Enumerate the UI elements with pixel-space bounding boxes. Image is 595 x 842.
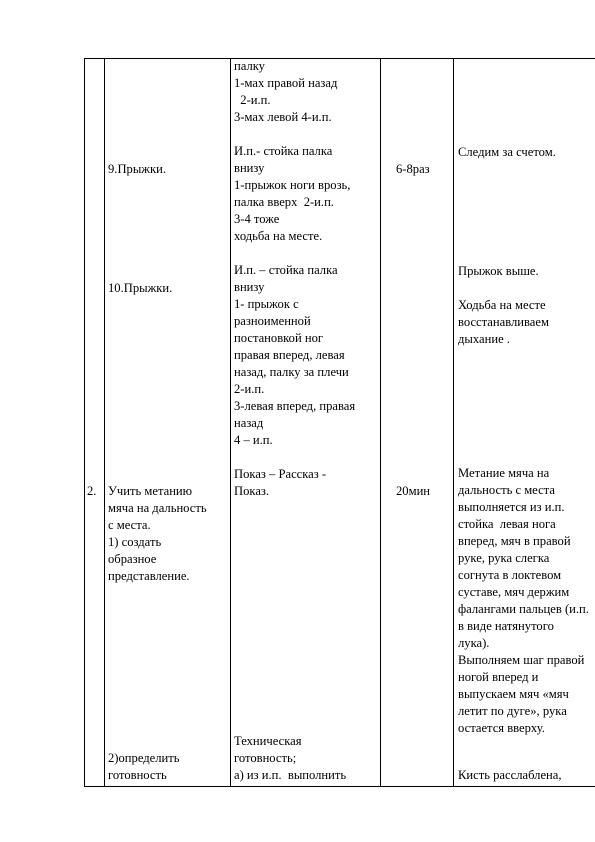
notes-line: Следим за счетом. [458, 145, 556, 159]
notes-line: Ходьба на месте [458, 298, 546, 312]
notes-line: Выполняем шаг правой [458, 653, 585, 667]
notes-line: вперед, мяч в правой [458, 534, 571, 548]
notes-line: лука). [458, 636, 490, 650]
task-line: 2)определить [108, 751, 180, 765]
task-line: представление. [108, 569, 190, 583]
content-line: палку [234, 59, 265, 73]
notes-line: дыхание . [458, 332, 510, 346]
task-line: 1) создать [108, 535, 162, 549]
notes-line: Кисть расслаблена, [458, 768, 562, 782]
notes-line: фалангами пальцев (и.п. [458, 602, 589, 616]
table-border-top [84, 58, 595, 59]
table-divider-4 [453, 58, 454, 786]
notes-line: летит по дуге», рука [458, 704, 567, 718]
table-border-left [84, 58, 85, 786]
table-border-bottom [84, 786, 595, 787]
content-line: назад, палку за плечи [234, 365, 349, 379]
content-line: Показ – Рассказ - [234, 467, 327, 481]
content-line: ходьба на месте. [234, 229, 323, 243]
notes-line: согнута в локтевом [458, 568, 562, 582]
content-line: назад [234, 416, 264, 430]
task-line: 10.Прыжки. [108, 281, 173, 295]
content-line: 2-и.п. [234, 382, 265, 396]
content-line: 1-прыжок ноги врозь, [234, 178, 351, 192]
notes-line: Метание мяча на [458, 466, 550, 480]
table-divider-2 [230, 58, 231, 786]
row2-dosage: 20мин [396, 484, 431, 498]
table-divider-3 [380, 58, 381, 786]
task-line: Учить метанию [108, 484, 193, 498]
content-line: 3-левая вперед, правая [234, 399, 356, 413]
content-line: И.п. – стойка палка [234, 263, 338, 277]
content-line: постановкой ног [234, 331, 324, 345]
content-line: 3-мах левой 4-и.п. [234, 110, 332, 124]
notes-line: в виде натянутого [458, 619, 554, 633]
content-line: 4 – и.п. [234, 433, 273, 447]
table-divider-1 [104, 58, 105, 786]
task-line: 9.Прыжки. [108, 162, 167, 176]
notes-line: остается вверху. [458, 721, 545, 735]
row2-number: 2. [87, 484, 97, 498]
row1-dosage: 6-8раз [396, 162, 430, 176]
content-line: 2-и.п. [234, 93, 271, 107]
content-line: Показ. [234, 484, 270, 498]
content-line: 1- прыжок с [234, 297, 299, 311]
content-line: Техническая [234, 734, 302, 748]
content-line: а) из и.п. выполнить [234, 768, 347, 782]
content-line: внизу [234, 280, 265, 294]
notes-line: руке, рука слегка [458, 551, 550, 565]
notes-line: выполняется из и.п. [458, 500, 565, 514]
notes-line: восстанавливаем [458, 315, 549, 329]
task-line: с места. [108, 518, 151, 532]
content-line: 3-4 тоже [234, 212, 280, 226]
notes-line: ногой вперед и [458, 670, 539, 684]
content-line: И.п.- стойка палка [234, 144, 333, 158]
content-line: разноименной [234, 314, 311, 328]
content-line: 1-мах правой назад [234, 76, 338, 90]
task-line: мяча на дальность [108, 501, 207, 515]
notes-line: суставе, мяч держим [458, 585, 570, 599]
notes-line: дальность с места [458, 483, 555, 497]
task-line: готовность [108, 768, 167, 782]
content-line: готовность; [234, 751, 297, 765]
content-line: внизу [234, 161, 265, 175]
notes-line: выпускаем мяч «мяч [458, 687, 569, 701]
task-line: образное [108, 552, 157, 566]
content-line: палка вверх 2-и.п. [234, 195, 334, 209]
notes-line: Прыжок выше. [458, 264, 539, 278]
notes-line: стойка левая нога [458, 517, 556, 531]
content-line: правая вперед, левая [234, 348, 345, 362]
